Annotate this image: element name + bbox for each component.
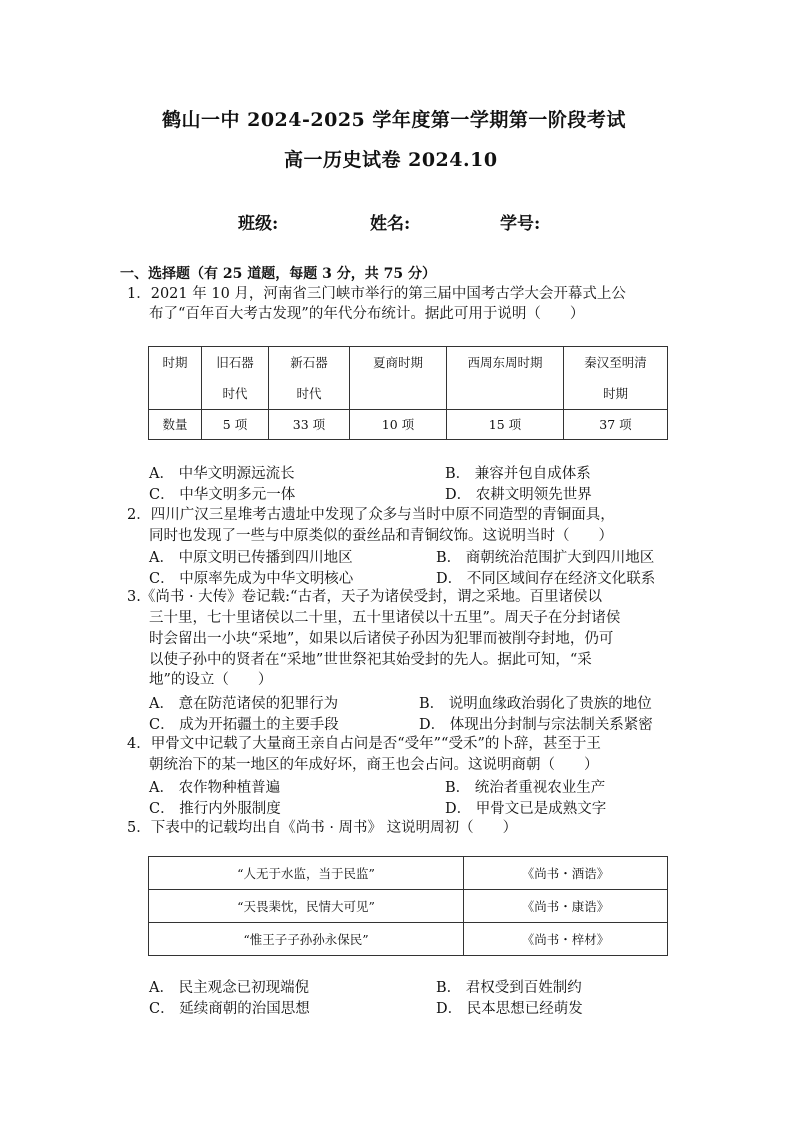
question-2-line-2: 同时也发现了一些与中原类似的蚕丝品和青铜纹饰。这说明当时（ ） (149, 528, 613, 544)
question-4-option-a: A． 农作物种植普遍 (149, 780, 281, 796)
table-cell: 15 项 (447, 410, 564, 440)
question-2-option-a: A． 中原文明已传播到四川地区 (149, 550, 353, 566)
question-1-line-1: 1．2021 年 10 月，河南省三门峡市举行的第三届中国考古学大会开幕式上公 (127, 286, 626, 302)
table-cell: 《尚书・酒诰》 (464, 857, 668, 890)
table-cell: 5 项 (202, 410, 269, 440)
table-header-cell: 时期 (149, 347, 202, 410)
question-3-line-2: 三十里，七十里诸侯以二十里，五十里诸侯以十五里”。周天子在分封诸侯 (149, 610, 621, 626)
table-cell: “天畏棐忱，民情大可见” (149, 890, 464, 923)
question-4-option-c: C． 推行内外服制度 (149, 801, 281, 817)
table-cell: 33 项 (269, 410, 350, 440)
question-5-option-d: D． 民本思想已经萌发 (436, 1001, 583, 1017)
table-header-cell: 西周东周时期 (447, 347, 564, 410)
question-2-option-c: C． 中原率先成为中华文明核心 (149, 571, 354, 587)
question-2-option-b: B． 商朝统治范围扩大到四川地区 (436, 550, 655, 566)
question-3-option-c: C． 成为开拓疆土的主要手段 (149, 717, 339, 733)
table-header-cell: 新石器 时代 (269, 347, 350, 410)
name-label: 姓名: (370, 214, 411, 234)
table-cell: “人无于水监，当于民监” (149, 857, 464, 890)
exam-subtitle: 高一历史试卷 2024.10 (284, 149, 498, 171)
table-header-cell: 夏商时期 (350, 347, 447, 410)
question-3-line-1: 3.《尚书 · 大传》卷记载:“古者，天子为诸侯受封，谓之采地。百里诸侯以 (127, 589, 602, 605)
question-1-option-b: B． 兼容并包自成体系 (445, 466, 591, 482)
question-5-line-1: 5．下表中的记载均出自《尚书 · 周书》 这说明周初（ ） (127, 820, 518, 836)
student-id-label: 学号: (500, 214, 541, 234)
question-5-table (148, 856, 668, 956)
table-cell: “惟王子子孙孙永保民” (149, 923, 464, 956)
question-4-line-2: 朝统治下的某一地区的年成好坏，商王也会占问。这说明商朝（ ） (149, 757, 599, 773)
question-1-option-d: D． 农耕文明领先世界 (445, 487, 592, 503)
question-5-option-c: C． 延续商朝的治国思想 (149, 1001, 310, 1017)
question-1-option-a: A． 中华文明源远流长 (149, 466, 295, 482)
table-header-cell: 旧石器 时代 (202, 347, 269, 410)
question-3-line-4: 以使子孙中的贤者在“采地”世世祭祀其始受封的先人。据此可知，“采 (149, 652, 592, 668)
question-3-line-5: 地”的设立（ ） (149, 672, 273, 688)
question-1-table (148, 346, 668, 440)
question-4-option-b: B． 统治者重视农业生产 (445, 780, 606, 796)
question-1-line-2: 布了“百年百大考古发现”的年代分布统计。据此可用于说明（ ） (149, 306, 585, 322)
question-2-option-d: D． 不同区域间存在经济文化联系 (436, 571, 656, 587)
question-3-option-d: D． 体现出分封制与宗法制关系紧密 (419, 717, 653, 733)
section-heading: 一、选择题（有 25 道题，每题 3 分，共 75 分） (120, 266, 436, 282)
question-1-option-c: C． 中华文明多元一体 (149, 487, 296, 503)
table-cell: 数量 (149, 410, 202, 440)
question-3-option-a: A． 意在防范诸侯的犯罪行为 (149, 696, 339, 712)
table-cell: 《尚书・康诰》 (464, 890, 668, 923)
question-4-option-d: D． 甲骨文已是成熟文字 (445, 801, 607, 817)
question-3-line-3: 时会留出一小块“采地”，如果以后诸侯子孙因为犯罪而被削夺封地，仍可 (149, 631, 614, 647)
question-3-option-b: B． 说明血缘政治弱化了贵族的地位 (419, 696, 652, 712)
question-2-line-1: 2．四川广汉三星堆考古遗址中发现了众多与当时中原不同造型的青铜面具， (127, 507, 615, 523)
question-5-option-a: A． 民主观念已初现端倪 (149, 980, 310, 996)
question-4-line-1: 4．甲骨文中记载了大量商王亲自占问是否“受年”“受禾”的卜辞，甚至于王 (127, 736, 601, 752)
question-5-option-b: B． 君权受到百姓制约 (436, 980, 582, 996)
class-label: 班级: (238, 214, 279, 234)
table-cell: 10 项 (350, 410, 447, 440)
table-cell: 《尚书・梓材》 (464, 923, 668, 956)
table-cell: 37 项 (564, 410, 668, 440)
table-header-cell: 秦汉至明清 时期 (564, 347, 668, 410)
exam-title: 鹤山一中 2024-2025 学年度第一学期第一阶段考试 (162, 109, 626, 131)
